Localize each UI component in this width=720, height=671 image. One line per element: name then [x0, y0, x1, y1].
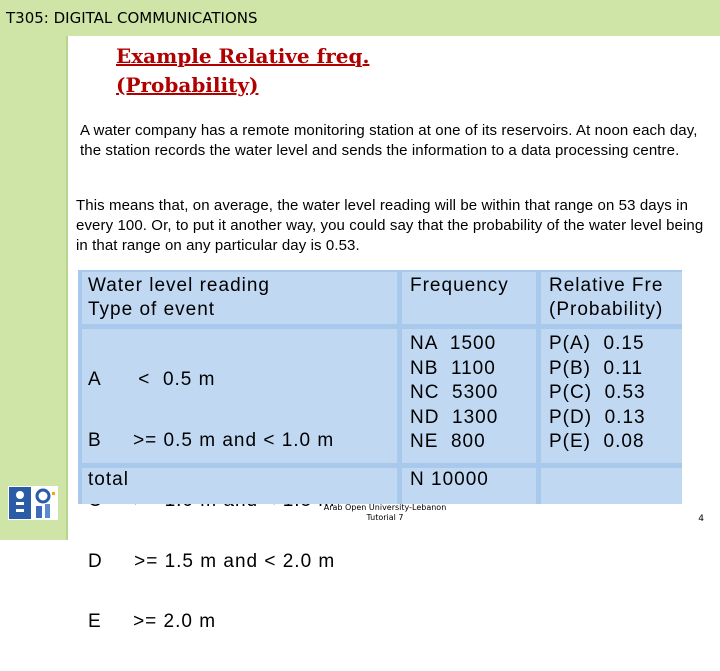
meaning-panel	[70, 190, 720, 268]
event-row: B >= 0.5 m and < 1.0 m	[88, 429, 335, 451]
header-cell-frequency	[402, 272, 536, 324]
total-empty-cell	[541, 468, 682, 504]
total-label: total	[88, 469, 129, 490]
probability-row: P(D) 0.13	[549, 406, 646, 428]
frequency-row: ND 1300	[410, 406, 499, 428]
probability-cell	[541, 329, 682, 463]
institution-name: Arab Open University-Lebanon	[323, 503, 447, 512]
meaning-text: This means that, on average, the water level reading will be within that range on 53 days in every 100. Or, to put it another way, you could say that the probability of the water level being in that range on any particular day is 0.53.	[76, 197, 704, 254]
frequency-row: NC 5300	[410, 382, 499, 403]
probability-row: P(C) 0.53	[549, 382, 646, 403]
slide-title-line-2: (Probability)	[116, 73, 259, 97]
course-title: T305: DIGITAL COMMUNICATIONS	[6, 9, 258, 27]
intro-panel	[74, 115, 720, 187]
header-text: Water level reading	[88, 275, 270, 296]
event-row: A < 0.5 m	[88, 369, 216, 390]
sidebar-strip	[0, 36, 66, 540]
header-cell-event	[82, 272, 397, 324]
total-label-cell	[82, 468, 397, 504]
intro-text: A water company has a remote monitoring station at one of its reservoirs. At noon each day, the station records the water level and sends the information to a data processing centre.	[80, 122, 698, 159]
university-logo	[8, 486, 58, 520]
header-text: Type of event	[88, 299, 216, 320]
header-text: Relative Fre	[549, 275, 664, 296]
sidebar-divider	[66, 36, 68, 540]
frequency-row: NE 800	[410, 431, 486, 452]
frequency-row: NB 1100	[410, 357, 496, 379]
header-text: Frequency	[410, 275, 509, 296]
header-bar	[0, 0, 720, 36]
logo-graphic	[8, 486, 58, 520]
probability-row: P(E) 0.08	[549, 431, 645, 452]
page-number: 4	[698, 514, 704, 524]
slide-title-line-1: Example Relative freq.	[116, 44, 370, 68]
total-frequency: N 10000	[410, 469, 489, 490]
tutorial-label: Tutorial 7	[366, 513, 404, 522]
event-row: D >= 1.5 m and < 2.0 m	[88, 550, 336, 572]
frequency-cell	[402, 329, 536, 463]
probability-row: P(B) 0.11	[549, 357, 644, 379]
header-text: (Probability)	[549, 299, 664, 320]
probability-row: P(A) 0.15	[549, 333, 645, 354]
frequency-row: NA 1500	[410, 333, 497, 354]
total-frequency-cell	[402, 468, 536, 504]
footer-caption	[300, 503, 470, 523]
header-cell-probability	[541, 272, 682, 324]
event-row: E >= 2.0 m	[88, 611, 217, 632]
slide-title	[116, 42, 369, 100]
